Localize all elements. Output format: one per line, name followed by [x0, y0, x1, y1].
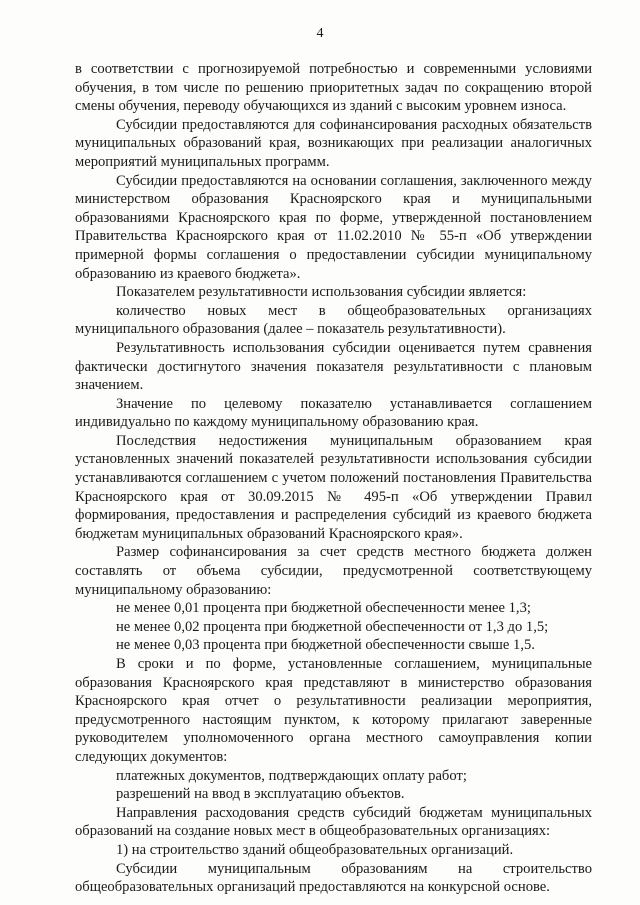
paragraph-non-achievement-consequences: Последствия недостижения муниципальным образованием края установленных значений показателей результативности использования субсидии устанавливаются соглашением с учетом положений постановления Правительства Красноярского края от 30.09.2015 № 495-п «Об утверждении Правил формирования, предоставления и распределения субсидий из краевого бюджета бюджетам муниципальных образований Красноярского края».	[75, 432, 592, 542]
paragraph-effectiveness-evaluation: Результативность использования субсидии оценивается путем сравнения фактически достигнутого значения показателя результативности с плановым значением.	[75, 339, 592, 394]
paragraph-target-value: Значение по целевому показателю устанавливается соглашением индивидуально по каждому муниципальному образованию края.	[75, 395, 592, 431]
list-item-document-permits: разрешений на ввод в эксплуатацию объектов.	[116, 786, 405, 803]
list-item-cofinancing-3: не менее 0,03 процента при бюджетной обеспеченности свыше 1,5.	[116, 637, 535, 654]
list-item-cofinancing-2: не менее 0,02 процента при бюджетной обеспеченности от 1,3 до 1,5;	[116, 618, 549, 635]
list-item-cofinancing-1: не менее 0,01 процента при бюджетной обеспеченности менее 1,3;	[116, 600, 531, 617]
paragraph-competitive-basis: Субсидии муниципальным образованиям на строительство общеобразовательных организаций предоставляются на конкурсной основе.	[75, 860, 592, 896]
page-number: 4	[316, 26, 324, 41]
list-item-construction: 1) на строительство зданий общеобразовательных организаций.	[116, 841, 514, 858]
paragraph-spending-directions: Направления расходования средств субсидий бюджетам муниципальных образований на создание новых мест в общеобразовательных организациях:	[75, 804, 592, 840]
paragraph-reporting: В сроки и по форме, установленные соглашением, муниципальные образования Красноярского края представляют в министерство образования Красноярского края отчет о результативности реализации мероприятия, предусмотренного настоящим пунктом, к которому прилагают заверенные руководителем уполномоченного органа местного самоуправления копии следующих документов:	[75, 656, 592, 765]
paragraph-performance-indicator: количество новых мест в общеобразовательных организациях муниципального образования (далее – показатель результативности).	[75, 302, 592, 338]
paragraph-performance-indicator-intro: Показателем результативности использования субсидии является:	[116, 284, 527, 301]
paragraph-cofinancing-size: Размер софинансирования за счет средств местного бюджета должен составлять от объема субсидии, предусмотренной соответствующему муниципальному образованию:	[75, 544, 592, 598]
paragraph-subsidy-agreement: Субсидии предоставляются на основании соглашения, заключенного между министерством образования Красноярского края и муниципальными образованиями Красноярского края по форме, утвержденной постановлением Правительства Красноярского края от 11.02.2010 № 55-п «Об утверждении примерной формы соглашения о предоставлении субсидии муниципальному образованию из краевого бюджета».	[75, 172, 592, 282]
document-body	[75, 60, 592, 897]
paragraph-subsidy-cofinancing: Субсидии предоставляются для софинансирования расходных обязательств муниципальных образований края, возникающих при реализации аналогичных мероприятий муниципальных программ.	[75, 116, 592, 170]
paragraph-purpose: в соответствии с прогнозируемой потребностью и современными условиями обучения, в том числе по решению приоритетных задач по сокращению второй смены обучения, переводу обучающихся из зданий с высоким уровнем износа.	[75, 61, 592, 115]
list-item-document-payments: платежных документов, подтверждающих оплату работ;	[116, 767, 467, 784]
